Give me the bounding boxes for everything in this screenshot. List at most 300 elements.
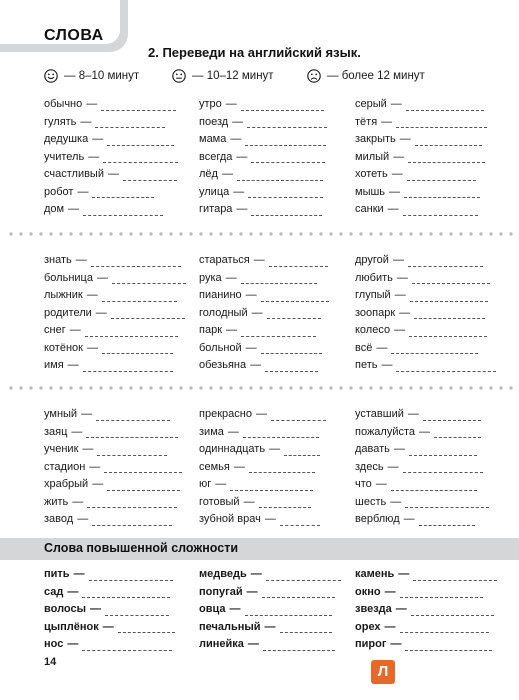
russian-word: обычно	[44, 98, 83, 110]
dash: —	[233, 460, 245, 473]
word-row	[355, 476, 489, 494]
answer-blank[interactable]	[266, 571, 341, 581]
dash: —	[92, 478, 104, 490]
dash: —	[77, 185, 89, 198]
legend-text: — 8–10 минут	[64, 70, 140, 82]
word-row	[199, 357, 329, 375]
publisher-logo-icon: Л	[371, 660, 395, 684]
word-row	[44, 252, 186, 270]
word-row	[355, 636, 497, 654]
answer-blank[interactable]	[412, 274, 490, 284]
answer-blank[interactable]	[97, 446, 167, 456]
hard-words-band	[0, 538, 519, 560]
answer-blank[interactable]	[419, 516, 475, 526]
russian-word: стараться	[199, 254, 250, 266]
russian-word: всё	[355, 341, 373, 354]
dash: —	[375, 478, 387, 490]
answer-blank[interactable]	[92, 516, 172, 526]
russian-word: прекрасно	[199, 408, 252, 420]
russian-word: храбрый	[44, 478, 89, 490]
russian-word: ученик	[44, 443, 79, 455]
dash: —	[243, 495, 255, 508]
answer-blank[interactable]	[434, 428, 481, 438]
dash: —	[86, 341, 98, 354]
answer-blank[interactable]	[96, 411, 170, 421]
russian-word: зоопарк	[355, 306, 396, 319]
answer-blank[interactable]	[91, 257, 181, 267]
answer-blank[interactable]	[103, 153, 178, 163]
answer-blank[interactable]	[241, 101, 324, 111]
dash: —	[95, 306, 107, 319]
word-row	[44, 566, 175, 584]
smiley-neutral-icon	[172, 69, 186, 83]
dash: —	[232, 115, 244, 128]
dash: —	[90, 603, 101, 615]
answer-blank[interactable]	[89, 571, 173, 581]
word-row	[44, 357, 186, 375]
word-row	[199, 114, 327, 132]
answer-blank[interactable]	[414, 309, 485, 319]
word-row	[355, 511, 489, 529]
dash: —	[225, 98, 237, 110]
dash: —	[233, 185, 245, 198]
russian-word: что	[355, 478, 372, 490]
answer-blank[interactable]	[243, 428, 319, 438]
word-row	[355, 601, 497, 619]
word-row	[199, 252, 329, 270]
answer-blank[interactable]	[83, 362, 173, 372]
word-row	[355, 584, 497, 602]
page-number: 14	[44, 656, 57, 668]
dash: —	[398, 568, 410, 580]
word-row	[199, 636, 341, 654]
russian-word: робот	[44, 185, 74, 198]
russian-word: учитель	[44, 150, 85, 163]
answer-blank[interactable]	[102, 344, 173, 354]
russian-word: здесь	[355, 460, 384, 473]
russian-word: парк	[199, 324, 223, 336]
dash: —	[72, 495, 84, 508]
word-column	[199, 566, 341, 654]
russian-word: хотеть	[355, 168, 388, 180]
answer-blank[interactable]	[261, 344, 322, 354]
dash: —	[390, 98, 402, 110]
dash: —	[75, 254, 87, 266]
russian-word: пожалуйста	[355, 425, 416, 438]
dash: —	[269, 443, 281, 455]
russian-word: дом	[44, 203, 65, 215]
dash: —	[250, 568, 262, 580]
russian-word: тётя	[355, 115, 378, 128]
answer-blank[interactable]	[86, 428, 178, 438]
word-row	[199, 584, 341, 602]
russian-word: лёд	[199, 168, 218, 180]
russian-word: петь	[355, 359, 378, 371]
word-row	[44, 441, 182, 459]
answer-blank[interactable]	[263, 641, 335, 651]
answer-blank[interactable]	[400, 588, 483, 598]
russian-word: санки	[355, 203, 384, 215]
dash: —	[390, 638, 402, 650]
answer-blank[interactable]	[111, 309, 185, 319]
dash: —	[227, 425, 239, 438]
russian-word: глупый	[355, 289, 391, 301]
word-column	[44, 566, 175, 654]
russian-word: поезд	[199, 115, 229, 128]
russian-word: верблюд	[355, 513, 400, 525]
dash: —	[395, 603, 407, 615]
word-row	[355, 619, 497, 637]
answer-blank[interactable]	[230, 481, 313, 491]
answer-blank[interactable]	[410, 292, 488, 302]
word-row	[355, 166, 487, 184]
answer-blank[interactable]	[267, 309, 321, 319]
legend-item	[307, 69, 425, 83]
time-legend	[0, 69, 519, 89]
word-row	[355, 357, 496, 375]
russian-word: завод	[44, 513, 74, 525]
dash: —	[67, 638, 79, 650]
russian-word: больной	[199, 341, 242, 354]
russian-word: сад	[44, 585, 64, 598]
word-row	[44, 96, 178, 114]
dash: —	[390, 495, 402, 508]
word-row	[355, 424, 489, 442]
russian-word: зима	[199, 425, 224, 438]
word-row	[199, 340, 329, 358]
answer-blank[interactable]	[280, 623, 332, 633]
answer-blank[interactable]	[396, 362, 496, 372]
russian-word: закрыть	[355, 133, 396, 145]
dash: —	[89, 460, 101, 473]
word-column	[44, 406, 182, 529]
dash: —	[69, 324, 81, 336]
word-row	[355, 287, 496, 305]
answer-blank[interactable]	[245, 136, 326, 146]
dash: —	[86, 289, 98, 301]
dash: —	[67, 585, 79, 598]
word-row	[44, 131, 178, 149]
word-row	[199, 322, 329, 340]
dash: —	[73, 568, 85, 580]
dash: —	[81, 408, 93, 420]
dash: —	[92, 133, 104, 145]
answer-blank[interactable]	[265, 362, 318, 372]
dash: —	[245, 289, 257, 301]
word-row	[44, 619, 175, 637]
word-row	[199, 459, 326, 477]
russian-word: знать	[44, 254, 72, 266]
answer-blank[interactable]	[92, 188, 154, 198]
word-row	[199, 201, 327, 219]
russian-word: счастливый	[44, 168, 104, 180]
dash: —	[82, 443, 94, 455]
answer-blank[interactable]	[102, 292, 177, 302]
russian-word: одиннадцать	[199, 443, 266, 455]
russian-word: милый	[355, 150, 390, 163]
dash: —	[396, 271, 408, 284]
russian-word: колесо	[355, 324, 391, 336]
word-column	[355, 96, 487, 219]
answer-blank[interactable]	[87, 498, 177, 508]
russian-word: шесть	[355, 495, 387, 508]
word-row	[44, 424, 182, 442]
russian-word: снег	[44, 324, 66, 336]
russian-word: родители	[44, 306, 92, 319]
russian-word: камень	[355, 568, 395, 580]
word-row	[44, 601, 175, 619]
answer-blank[interactable]	[413, 571, 497, 581]
word-row	[355, 406, 489, 424]
word-row	[355, 184, 487, 202]
answer-blank[interactable]	[247, 118, 327, 128]
word-column	[44, 252, 186, 375]
legend-item	[44, 69, 139, 83]
word-row	[355, 149, 487, 167]
russian-word: обезьяна	[199, 359, 247, 371]
answer-blank[interactable]	[248, 188, 323, 198]
word-row	[355, 96, 487, 114]
russian-word: заяц	[44, 425, 68, 438]
dash: —	[226, 324, 238, 336]
word-row	[44, 476, 182, 494]
russian-word: попугай	[199, 585, 243, 598]
russian-word: пить	[44, 568, 70, 580]
russian-word: окно	[355, 585, 381, 598]
smiley-sad-icon	[307, 69, 321, 83]
answer-blank[interactable]	[123, 171, 177, 181]
word-row	[355, 252, 496, 270]
russian-word: дедушка	[44, 133, 89, 145]
russian-word: семья	[199, 460, 230, 473]
word-row	[199, 166, 327, 184]
word-row	[199, 305, 329, 323]
dash: —	[387, 203, 399, 215]
word-row	[199, 476, 326, 494]
word-row	[44, 184, 178, 202]
answer-blank[interactable]	[408, 257, 483, 267]
word-row	[355, 201, 487, 219]
answer-blank[interactable]	[83, 206, 163, 216]
russian-word: овца	[199, 603, 226, 615]
word-row	[355, 340, 496, 358]
answer-blank[interactable]	[245, 606, 332, 616]
answer-blank[interactable]	[241, 274, 317, 284]
answer-blank[interactable]	[259, 498, 311, 508]
word-row	[44, 340, 186, 358]
answer-blank[interactable]	[406, 101, 484, 111]
word-row	[199, 406, 326, 424]
word-row	[44, 636, 175, 654]
answer-blank[interactable]	[405, 641, 492, 651]
dash: —	[393, 150, 405, 163]
answer-blank[interactable]	[405, 498, 489, 508]
dotted-separator	[6, 386, 513, 390]
legend-item	[172, 69, 274, 83]
answer-blank[interactable]	[407, 171, 476, 181]
answer-blank[interactable]	[284, 446, 320, 456]
russian-word: рука	[199, 271, 222, 284]
word-row	[355, 459, 489, 477]
word-row	[199, 601, 341, 619]
russian-word: мышь	[355, 185, 386, 198]
dash: —	[387, 460, 399, 473]
answer-blank[interactable]	[423, 411, 481, 421]
word-row	[44, 322, 186, 340]
russian-word: голодный	[199, 306, 248, 319]
dash: —	[245, 341, 257, 354]
word-row	[44, 494, 182, 512]
dash: —	[251, 306, 263, 319]
dash: —	[384, 585, 396, 598]
word-row	[44, 459, 182, 477]
russian-word: имя	[44, 359, 64, 371]
answer-blank[interactable]	[408, 153, 485, 163]
answer-blank[interactable]	[391, 481, 477, 491]
dash: —	[389, 185, 401, 198]
word-row	[199, 149, 327, 167]
word-column	[355, 566, 497, 654]
dash: —	[80, 115, 92, 128]
answer-blank[interactable]	[391, 344, 478, 354]
russian-word: мама	[199, 133, 227, 145]
russian-word: котёнок	[44, 341, 83, 354]
answer-blank[interactable]	[104, 463, 182, 473]
dash: —	[247, 638, 259, 650]
answer-blank[interactable]	[271, 411, 326, 421]
word-column	[199, 406, 326, 529]
word-row	[199, 96, 327, 114]
word-row	[355, 322, 496, 340]
answer-blank[interactable]	[251, 206, 322, 216]
dash: —	[67, 359, 79, 371]
answer-blank[interactable]	[82, 641, 172, 651]
russian-word: нос	[44, 638, 64, 650]
word-row	[44, 511, 182, 529]
dash: —	[393, 443, 405, 455]
dash: —	[253, 254, 265, 266]
answer-blank[interactable]	[404, 188, 480, 198]
answer-blank[interactable]	[269, 257, 328, 267]
russian-word: юг	[199, 478, 212, 490]
answer-blank[interactable]	[95, 118, 165, 128]
word-row	[199, 511, 326, 529]
answer-blank[interactable]	[107, 136, 174, 146]
answer-blank[interactable]	[249, 463, 315, 473]
dash: —	[236, 203, 248, 215]
answer-blank[interactable]	[400, 623, 489, 633]
dash: —	[399, 133, 411, 145]
russian-word: стадион	[44, 460, 86, 473]
answer-blank[interactable]	[409, 327, 487, 337]
word-row	[44, 270, 186, 288]
russian-word: утро	[199, 98, 222, 110]
dash: —	[221, 168, 233, 180]
dash: —	[102, 620, 114, 633]
russian-word: больница	[44, 271, 93, 284]
dash: —	[88, 150, 100, 163]
word-row	[199, 494, 326, 512]
legend-text: — 10–12 минут	[192, 70, 274, 82]
dash: —	[225, 271, 237, 284]
answer-blank[interactable]	[107, 481, 180, 491]
task-title: 2. Переведи на английский язык.	[148, 45, 361, 60]
word-row	[355, 494, 489, 512]
dash: —	[381, 359, 393, 371]
dash: —	[403, 513, 415, 525]
answer-blank[interactable]	[118, 623, 175, 633]
dash: —	[250, 359, 262, 371]
dash: —	[255, 408, 267, 420]
answer-blank[interactable]	[261, 292, 329, 302]
answer-blank[interactable]	[101, 101, 176, 111]
russian-word: гитара	[199, 203, 233, 215]
dash: —	[236, 150, 248, 163]
word-row	[199, 184, 327, 202]
answer-blank[interactable]	[280, 516, 320, 526]
word-row	[44, 149, 178, 167]
dash: —	[419, 425, 431, 438]
answer-blank[interactable]	[415, 136, 482, 146]
word-row	[44, 584, 175, 602]
word-row	[44, 406, 182, 424]
answer-blank[interactable]	[251, 153, 325, 163]
word-row	[199, 424, 326, 442]
dash: —	[394, 324, 406, 336]
russian-word: звезда	[355, 603, 392, 615]
dash: —	[384, 620, 396, 633]
answer-blank[interactable]	[403, 206, 478, 216]
russian-word: всегда	[199, 150, 233, 163]
word-row	[44, 305, 186, 323]
word-row	[44, 166, 178, 184]
legend-text: — более 12 минут	[327, 70, 425, 82]
word-row	[199, 619, 341, 637]
word-column	[355, 406, 489, 529]
answer-blank[interactable]	[403, 463, 483, 473]
answer-blank[interactable]	[262, 588, 335, 598]
answer-blank[interactable]	[409, 446, 477, 456]
answer-blank[interactable]	[411, 606, 494, 616]
word-row	[44, 114, 178, 132]
russian-word: печальный	[199, 620, 261, 633]
russian-word: волосы	[44, 603, 86, 615]
dash: —	[394, 289, 406, 301]
answer-blank[interactable]	[396, 118, 487, 128]
answer-blank[interactable]	[241, 327, 316, 337]
russian-word: любить	[355, 271, 393, 284]
answer-blank[interactable]	[237, 171, 323, 181]
word-row	[355, 441, 489, 459]
russian-word: пирог	[355, 638, 387, 650]
word-row	[199, 287, 329, 305]
russian-word: цыплёнок	[44, 620, 99, 633]
answer-blank[interactable]	[112, 274, 186, 284]
answer-blank[interactable]	[82, 588, 170, 598]
word-row	[199, 131, 327, 149]
answer-blank[interactable]	[105, 606, 169, 616]
answer-blank[interactable]	[85, 327, 178, 337]
russian-word: готовый	[199, 495, 240, 508]
word-column	[199, 96, 327, 219]
dash: —	[376, 341, 388, 354]
word-row	[44, 287, 186, 305]
russian-word: пианино	[199, 289, 242, 301]
word-column	[355, 252, 496, 375]
word-row	[355, 270, 496, 288]
dash: —	[264, 513, 276, 525]
dash: —	[264, 620, 276, 633]
